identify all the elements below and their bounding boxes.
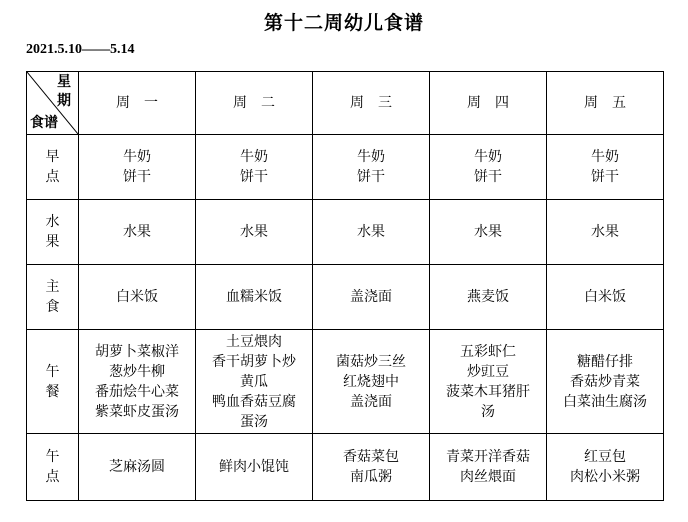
menu-cell-lunch-mon xyxy=(79,330,196,434)
row-fruit xyxy=(27,200,664,265)
menu-cell-breakfast-wed xyxy=(313,135,430,200)
dish-line: 香菇炒青菜 xyxy=(570,373,640,390)
dish-line: 汤 xyxy=(481,403,495,420)
row-label-char: 点 xyxy=(45,469,60,485)
menu-cell-afternoon-snack-wed xyxy=(313,434,430,501)
row-label-char: 食 xyxy=(45,299,60,315)
menu-cell-lunch-fri xyxy=(547,330,664,434)
dish-line: 饼干 xyxy=(474,169,502,185)
row-staple xyxy=(27,265,664,330)
dish-line: 饼干 xyxy=(591,169,619,185)
menu-cell-fruit-tue xyxy=(196,200,313,265)
dish-line: 肉松小米粥 xyxy=(570,469,640,485)
dish-line: 红烧翅中 xyxy=(343,373,399,390)
dish-line: 盖浇面 xyxy=(350,393,392,410)
dish-line: 鲜肉小馄饨 xyxy=(219,459,289,475)
header-row xyxy=(27,72,664,135)
dish-line: 牛奶 xyxy=(240,149,268,165)
menu-cell-staple-fri xyxy=(547,265,664,330)
dish-line: 盖浇面 xyxy=(350,289,392,305)
menu-cell-fruit-mon xyxy=(79,200,196,265)
dish-line: 饼干 xyxy=(240,169,268,185)
row-label-char: 主 xyxy=(45,279,60,295)
dish-line: 牛奶 xyxy=(474,149,502,165)
dish-line: 白米饭 xyxy=(116,289,158,305)
day-header-mon: 周一 xyxy=(79,72,196,135)
menu-table xyxy=(26,71,664,501)
corner-day-char: 期 xyxy=(57,93,71,109)
row-label-char: 果 xyxy=(45,234,60,250)
dish-line: 香菇菜包 xyxy=(343,449,399,465)
menu-cell-breakfast-thu xyxy=(430,135,547,200)
dish-line: 黄瓜 xyxy=(240,373,268,390)
dish-line: 白菜油生腐汤 xyxy=(563,393,647,410)
dish-line: 番茄烩牛心菜 xyxy=(95,383,179,400)
corner-cell xyxy=(27,72,79,135)
row-label-fruit xyxy=(27,200,79,265)
date-range: 2021.5.10——5.14 xyxy=(26,42,135,57)
day-header-wed: 周三 xyxy=(313,72,430,135)
day-header-thu: 周四 xyxy=(430,72,547,135)
menu-cell-breakfast-fri xyxy=(547,135,664,200)
dish-line: 肉丝煨面 xyxy=(460,469,516,485)
dish-line: 水果 xyxy=(474,224,502,240)
dish-line: 饼干 xyxy=(357,169,385,185)
dish-line: 白米饭 xyxy=(584,289,626,305)
menu-cell-afternoon-snack-mon xyxy=(79,434,196,501)
menu-cell-lunch-tue xyxy=(196,330,313,434)
dish-line: 菠菜木耳猪肝 xyxy=(446,383,530,400)
dish-line: 水果 xyxy=(240,224,268,240)
dish-line: 水果 xyxy=(591,224,619,240)
corner-week-char: 星 xyxy=(57,74,71,90)
dish-line: 紫菜虾皮蛋汤 xyxy=(95,403,179,420)
dish-line: 炒豇豆 xyxy=(467,363,509,380)
row-label-staple xyxy=(27,265,79,330)
row-lunch xyxy=(27,330,664,434)
row-label-char: 午 xyxy=(45,449,60,465)
dish-line: 青菜开洋香菇 xyxy=(446,449,530,465)
corner-week-label xyxy=(54,73,74,111)
dish-line: 蛋汤 xyxy=(240,413,268,430)
dish-line: 芝麻汤圆 xyxy=(109,459,165,475)
menu-cell-afternoon-snack-thu xyxy=(430,434,547,501)
page-title: 第十二周幼儿食谱 xyxy=(263,12,424,34)
dish-line: 糖醋仔排 xyxy=(577,353,633,370)
row-label-char: 点 xyxy=(45,169,60,185)
menu-cell-breakfast-tue xyxy=(196,135,313,200)
menu-cell-lunch-thu xyxy=(430,330,547,434)
row-label-char: 水 xyxy=(45,214,60,230)
dish-line: 红豆包 xyxy=(584,449,626,465)
menu-cell-staple-thu xyxy=(430,265,547,330)
row-breakfast xyxy=(27,135,664,200)
dish-line: 鸭血香菇豆腐 xyxy=(212,393,296,410)
dish-line: 葱炒牛柳 xyxy=(109,363,165,380)
row-label-char: 午 xyxy=(45,363,60,380)
menu-cell-fruit-fri xyxy=(547,200,664,265)
row-label-char: 餐 xyxy=(45,383,60,400)
menu-cell-fruit-thu xyxy=(430,200,547,265)
menu-cell-afternoon-snack-fri xyxy=(547,434,664,501)
dish-line: 菌菇炒三丝 xyxy=(336,353,406,370)
menu-cell-fruit-wed xyxy=(313,200,430,265)
dish-line: 水果 xyxy=(357,224,385,240)
dish-line: 胡萝卜菜椒洋 xyxy=(95,343,179,360)
dish-line: 血糯米饭 xyxy=(226,289,282,305)
menu-cell-staple-tue xyxy=(196,265,313,330)
menu-cell-staple-mon xyxy=(79,265,196,330)
dish-line: 牛奶 xyxy=(591,149,619,165)
corner-menu-label: 食谱 xyxy=(30,115,58,131)
dish-line: 牛奶 xyxy=(357,149,385,165)
row-label-afternoon-snack xyxy=(27,434,79,501)
day-header-fri: 周五 xyxy=(547,72,664,135)
row-label-lunch xyxy=(27,330,79,434)
dish-line: 香干胡萝卜炒 xyxy=(212,353,296,370)
dish-line: 水果 xyxy=(123,224,151,240)
row-afternoon-snack xyxy=(27,434,664,501)
menu-cell-breakfast-mon xyxy=(79,135,196,200)
menu-cell-afternoon-snack-tue xyxy=(196,434,313,501)
row-label-breakfast xyxy=(27,135,79,200)
dish-line: 五彩虾仁 xyxy=(460,343,516,360)
dish-line: 土豆煨肉 xyxy=(226,333,282,350)
menu-cell-staple-wed xyxy=(313,265,430,330)
dish-line: 南瓜粥 xyxy=(350,469,392,485)
menu-cell-lunch-wed xyxy=(313,330,430,434)
day-header-tue: 周二 xyxy=(196,72,313,135)
dish-line: 牛奶 xyxy=(123,149,151,165)
dish-line: 饼干 xyxy=(123,169,151,185)
row-label-char: 早 xyxy=(45,149,60,165)
dish-line: 燕麦饭 xyxy=(467,289,509,305)
